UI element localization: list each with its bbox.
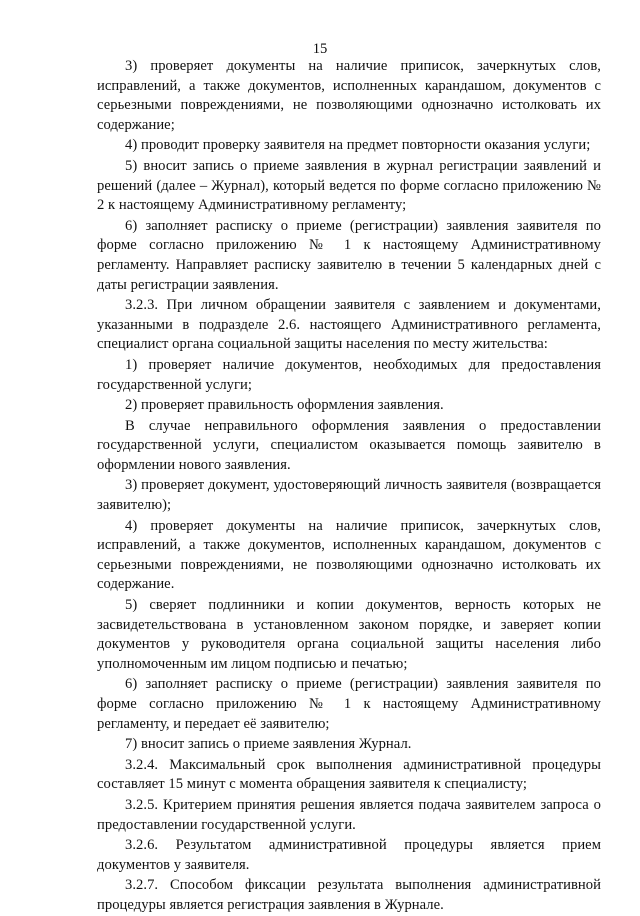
paragraph-item-5-verify-copies: 5) сверяет подлинники и копии документов, верность которых не засвидетельствована в установленном законом порядке, и заверяет копии документов у руководителя органа социальной защиты населения либо уполномоченным им лицом подписью и печатью; xyxy=(97,597,601,672)
paragraph-item-6-fill-receipt: 6) заполняет расписку о приеме (регистрации) заявления заявителя по форме согласно приложению № 1 к настоящему Административному регламенту, и передает её заявителю; xyxy=(97,676,601,732)
page-body xyxy=(97,57,601,916)
paragraph-item-2-check-form: 2) проверяет правильность оформления заявления. xyxy=(125,397,444,414)
paragraph-item-7-journal: 7) вносит запись о приеме заявления Журнал. xyxy=(125,736,412,753)
paragraph-item-1-check-presence: 1) проверяет наличие документов, необходимых для предоставления государственной услуги; xyxy=(97,356,601,393)
paragraph-section-3-2-3: 3.2.3. При личном обращении заявителя с заявлением и документами, указанными в подразделе 2.6. настоящего Административного регламента, специалист органа социальной защиты населения по месту жительства: xyxy=(97,297,601,353)
paragraph-section-3-2-5: 3.2.5. Критерием принятия решения является подача заявителем запроса о предоставлении государственной услуги. xyxy=(97,796,601,833)
paragraph-item-3-check-identity: 3) проверяет документ, удостоверяющий личность заявителя (возвращается заявителю); xyxy=(97,477,601,514)
paragraph-incorrect-form-note: В случае неправильного оформления заявления о предоставлении государственной услуги, специалистом оказывается помощь заявителю в оформлении нового заявления. xyxy=(97,417,601,473)
page-number: 15 xyxy=(312,41,328,57)
paragraph-item-5-journal-entry: 5) вносит запись о приеме заявления в журнал регистрации заявлений и решений (далее – Журнал), который ведется по форме согласно приложению № 2 к настоящему Административному регламенту; xyxy=(97,157,601,214)
paragraph-section-3-2-7: 3.2.7. Способом фиксации результата выполнения административной процедуры является регистрация заявления в Журнале. xyxy=(97,877,601,913)
paragraph-section-3-2-6: 3.2.6. Результатом административной процедуры является прием документов у заявителя. xyxy=(97,837,601,873)
paragraph-item-3-check-documents: 3) проверяет документы на наличие приписок, зачеркнутых слов, исправлений, а также документов, исполненных карандашом, документов с серьезными повреждениями, не позволяющими однозначно истолковать их содержание; xyxy=(97,58,601,133)
paragraph-item-4-repeat-check: 4) проводит проверку заявителя на предмет повторности оказания услуги; xyxy=(125,137,591,154)
paragraph-item-6-receipt: 6) заполняет расписку о приеме (регистрации) заявления заявителя по форме согласно приложению № 1 к настоящему Административному регламенту. Направляет расписку заявителю в течении 5 календарных дней с даты регистрации заявления. xyxy=(97,217,601,293)
paragraph-item-4-check-documents: 4) проверяет документы на наличие приписок, зачеркнутых слов, исправлений, а также документов, исполненных карандашом, документов с серьезными повреждениями, не позволяющими однозначно истолковать их содержание. xyxy=(97,517,601,593)
paragraph-section-3-2-4: 3.2.4. Максимальный срок выполнения административной процедуры составляет 15 минут с момента обращения заявителя к специалисту; xyxy=(97,756,601,793)
